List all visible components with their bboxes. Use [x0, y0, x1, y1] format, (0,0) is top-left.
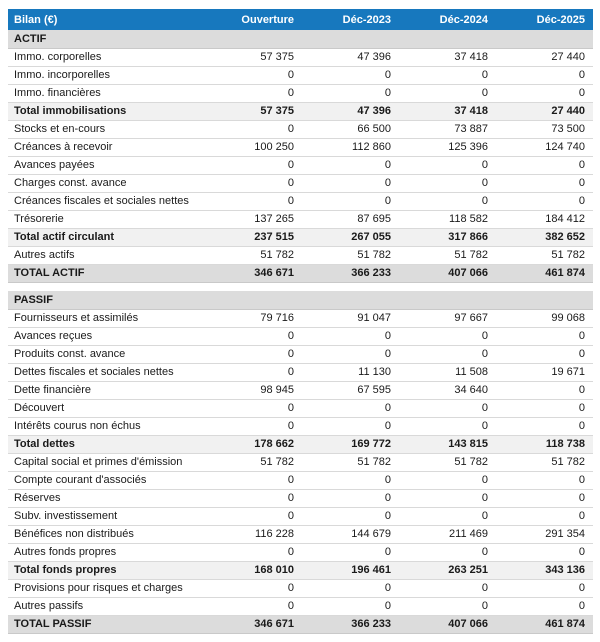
row-value: 407 066	[399, 615, 496, 633]
table-row	[8, 345, 593, 363]
header-col-dec-2025: Déc-2025	[496, 9, 593, 30]
table-row	[8, 597, 593, 615]
row-label: Stocks et en-cours	[8, 120, 205, 138]
row-value: 124 740	[496, 138, 593, 156]
table-row	[8, 192, 593, 210]
row-value: 47 396	[302, 48, 399, 66]
row-value: 0	[399, 156, 496, 174]
table-row	[8, 543, 593, 561]
row-value: 118 738	[496, 435, 593, 453]
row-value: 461 874	[496, 264, 593, 282]
row-value: 27 440	[496, 48, 593, 66]
row-label: Autres fonds propres	[8, 543, 205, 561]
table-body	[8, 30, 593, 633]
row-value: 0	[205, 597, 302, 615]
row-value: 0	[205, 174, 302, 192]
row-value: 27 440	[496, 102, 593, 120]
row-label: TOTAL ACTIF	[8, 264, 205, 282]
table-row	[8, 435, 593, 453]
row-label: Compte courant d'associés	[8, 471, 205, 489]
row-value: 91 047	[302, 309, 399, 327]
row-value: 0	[496, 579, 593, 597]
header-col-ouverture: Ouverture	[205, 9, 302, 30]
row-value: 0	[302, 174, 399, 192]
row-value: 366 233	[302, 264, 399, 282]
table-row	[8, 309, 593, 327]
row-value: 47 396	[302, 102, 399, 120]
row-value: 169 772	[302, 435, 399, 453]
table-row	[8, 579, 593, 597]
row-label: Intérêts courus non échus	[8, 417, 205, 435]
row-label: Créances à recevoir	[8, 138, 205, 156]
row-value: 0	[399, 327, 496, 345]
row-value: 51 782	[205, 246, 302, 264]
row-value: 143 815	[399, 435, 496, 453]
row-label: Bénéfices non distribués	[8, 525, 205, 543]
row-value: 11 130	[302, 363, 399, 381]
row-value: 211 469	[399, 525, 496, 543]
header-col-dec-2023: Déc-2023	[302, 9, 399, 30]
table-row	[8, 381, 593, 399]
row-value: 0	[205, 84, 302, 102]
row-value: 0	[205, 471, 302, 489]
row-value: 0	[496, 345, 593, 363]
row-value: 19 671	[496, 363, 593, 381]
row-value: 0	[399, 489, 496, 507]
row-value: 97 667	[399, 309, 496, 327]
row-value: 79 716	[205, 309, 302, 327]
row-label: Total dettes	[8, 435, 205, 453]
section-spacer	[8, 282, 593, 291]
row-label: Immo. corporelles	[8, 48, 205, 66]
table-row	[8, 561, 593, 579]
table-row	[8, 453, 593, 471]
row-label: Subv. investissement	[8, 507, 205, 525]
row-value: 0	[205, 66, 302, 84]
row-value: 0	[399, 192, 496, 210]
table-row	[8, 66, 593, 84]
table-row	[8, 417, 593, 435]
row-label: Dette financière	[8, 381, 205, 399]
row-label: Immo. incorporelles	[8, 66, 205, 84]
row-value: 0	[205, 192, 302, 210]
row-label: Avances payées	[8, 156, 205, 174]
table-row	[8, 156, 593, 174]
row-label: Total fonds propres	[8, 561, 205, 579]
row-value: 0	[399, 174, 496, 192]
row-value: 407 066	[399, 264, 496, 282]
row-value: 0	[205, 399, 302, 417]
table-row	[8, 264, 593, 282]
row-value: 366 233	[302, 615, 399, 633]
row-value: 0	[496, 597, 593, 615]
row-label: Produits const. avance	[8, 345, 205, 363]
row-value: 184 412	[496, 210, 593, 228]
row-value: 0	[496, 399, 593, 417]
row-value: 51 782	[399, 453, 496, 471]
row-value: 0	[302, 507, 399, 525]
table-row	[8, 363, 593, 381]
row-label: Dettes fiscales et sociales nettes	[8, 363, 205, 381]
table-row	[8, 174, 593, 192]
row-value: 461 874	[496, 615, 593, 633]
row-value: 0	[496, 327, 593, 345]
table-row	[8, 399, 593, 417]
row-value: 0	[302, 543, 399, 561]
row-value: 346 671	[205, 615, 302, 633]
row-value: 73 500	[496, 120, 593, 138]
balance-sheet-table	[8, 9, 593, 634]
table-row	[8, 615, 593, 633]
row-value: 0	[302, 417, 399, 435]
row-value: 51 782	[302, 453, 399, 471]
row-value: 34 640	[399, 381, 496, 399]
row-value: 51 782	[496, 453, 593, 471]
row-value: 0	[496, 471, 593, 489]
row-value: 137 265	[205, 210, 302, 228]
row-value: 116 228	[205, 525, 302, 543]
table-row	[8, 48, 593, 66]
row-value: 0	[205, 417, 302, 435]
row-value: 98 945	[205, 381, 302, 399]
section-header-row	[8, 30, 593, 48]
row-value: 0	[205, 507, 302, 525]
row-label: Trésorerie	[8, 210, 205, 228]
row-value: 0	[302, 579, 399, 597]
row-label: Total immobilisations	[8, 102, 205, 120]
table-row	[8, 138, 593, 156]
table-row	[8, 120, 593, 138]
row-value: 0	[496, 192, 593, 210]
row-value: 0	[399, 399, 496, 417]
table-row	[8, 84, 593, 102]
row-value: 0	[302, 66, 399, 84]
row-value: 51 782	[302, 246, 399, 264]
row-value: 0	[399, 579, 496, 597]
header-title-bilan: Bilan (€)	[8, 9, 205, 30]
row-label: Autres actifs	[8, 246, 205, 264]
row-label: Avances reçues	[8, 327, 205, 345]
table-row	[8, 228, 593, 246]
row-value: 0	[399, 345, 496, 363]
row-value: 0	[302, 345, 399, 363]
row-value: 37 418	[399, 102, 496, 120]
row-value: 118 582	[399, 210, 496, 228]
row-value: 343 136	[496, 561, 593, 579]
row-value: 0	[496, 381, 593, 399]
row-label: Créances fiscales et sociales nettes	[8, 192, 205, 210]
row-value: 125 396	[399, 138, 496, 156]
table-row	[8, 210, 593, 228]
row-label: Découvert	[8, 399, 205, 417]
row-value: 0	[302, 84, 399, 102]
row-label: Capital social et primes d'émission	[8, 453, 205, 471]
row-value: 0	[205, 489, 302, 507]
row-value: 0	[302, 489, 399, 507]
row-value: 0	[399, 84, 496, 102]
row-value: 0	[496, 507, 593, 525]
row-value: 346 671	[205, 264, 302, 282]
row-value: 0	[302, 327, 399, 345]
table-row	[8, 489, 593, 507]
row-value: 267 055	[302, 228, 399, 246]
row-label: TOTAL PASSIF	[8, 615, 205, 633]
row-value: 0	[496, 417, 593, 435]
row-value: 263 251	[399, 561, 496, 579]
row-value: 57 375	[205, 102, 302, 120]
row-value: 196 461	[302, 561, 399, 579]
row-label: Charges const. avance	[8, 174, 205, 192]
row-value: 0	[205, 363, 302, 381]
row-label: Autres passifs	[8, 597, 205, 615]
row-value: 0	[496, 174, 593, 192]
table-row	[8, 102, 593, 120]
row-value: 37 418	[399, 48, 496, 66]
row-value: 73 887	[399, 120, 496, 138]
row-value: 0	[399, 417, 496, 435]
table-row	[8, 246, 593, 264]
row-value: 0	[496, 489, 593, 507]
row-value: 0	[496, 156, 593, 174]
section-title: PASSIF	[8, 291, 593, 309]
row-value: 0	[302, 156, 399, 174]
row-value: 0	[399, 507, 496, 525]
table-row	[8, 327, 593, 345]
row-value: 100 250	[205, 138, 302, 156]
row-value: 57 375	[205, 48, 302, 66]
row-label: Provisions pour risques et charges	[8, 579, 205, 597]
row-value: 168 010	[205, 561, 302, 579]
row-value: 0	[205, 327, 302, 345]
row-value: 0	[205, 120, 302, 138]
row-value: 0	[205, 345, 302, 363]
section-spacer-cell	[8, 282, 593, 291]
row-value: 112 860	[302, 138, 399, 156]
table-row	[8, 471, 593, 489]
row-value: 291 354	[496, 525, 593, 543]
row-value: 0	[302, 399, 399, 417]
row-value: 11 508	[399, 363, 496, 381]
row-value: 87 695	[302, 210, 399, 228]
row-value: 382 652	[496, 228, 593, 246]
row-value: 99 068	[496, 309, 593, 327]
row-label: Fournisseurs et assimilés	[8, 309, 205, 327]
row-value: 51 782	[205, 453, 302, 471]
row-value: 0	[205, 543, 302, 561]
row-value: 0	[399, 597, 496, 615]
row-value: 0	[205, 156, 302, 174]
table-row	[8, 507, 593, 525]
section-title: ACTIF	[8, 30, 593, 48]
section-header-row	[8, 291, 593, 309]
row-value: 0	[399, 543, 496, 561]
row-value: 237 515	[205, 228, 302, 246]
header-row	[8, 9, 593, 30]
row-value: 51 782	[399, 246, 496, 264]
row-value: 0	[496, 543, 593, 561]
header-col-dec-2024: Déc-2024	[399, 9, 496, 30]
row-value: 0	[399, 471, 496, 489]
row-value: 0	[496, 84, 593, 102]
row-value: 51 782	[496, 246, 593, 264]
row-value: 67 595	[302, 381, 399, 399]
row-value: 0	[496, 66, 593, 84]
row-value: 66 500	[302, 120, 399, 138]
table-row	[8, 525, 593, 543]
row-value: 0	[302, 597, 399, 615]
row-label: Réserves	[8, 489, 205, 507]
row-label: Total actif circulant	[8, 228, 205, 246]
row-value: 144 679	[302, 525, 399, 543]
row-value: 0	[399, 66, 496, 84]
row-label: Immo. financières	[8, 84, 205, 102]
row-value: 0	[302, 471, 399, 489]
row-value: 178 662	[205, 435, 302, 453]
row-value: 0	[205, 579, 302, 597]
row-value: 317 866	[399, 228, 496, 246]
row-value: 0	[302, 192, 399, 210]
